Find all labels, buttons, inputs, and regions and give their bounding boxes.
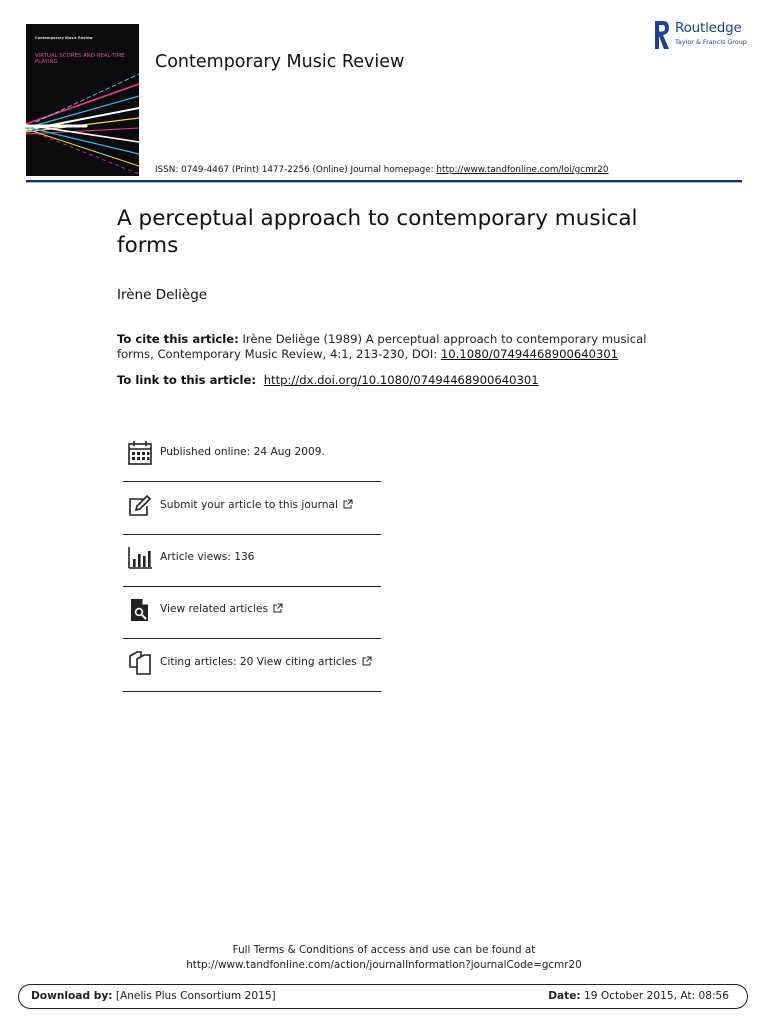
doi-link[interactable]: 10.1080/07494468900640301 xyxy=(440,346,619,361)
issn-text: ISSN: 0749-4467 (Print) 1477-2256 (Online) Journal homepage: xyxy=(155,165,437,175)
citing-articles-label: Citing articles: 20 View citing articles xyxy=(160,656,357,668)
info-row-submit[interactable] xyxy=(123,482,381,535)
link-label: To link to this article: xyxy=(117,373,261,387)
article-link-block xyxy=(117,373,677,387)
info-row-views xyxy=(123,534,381,587)
cover-light-streaks xyxy=(26,24,139,176)
doi-url-link[interactable]: http://dx.doi.org/10.1080/07494468900640301 xyxy=(263,373,539,387)
cite-label: To cite this article: xyxy=(117,332,239,346)
article-title: A perceptual approach to contemporary musical forms xyxy=(117,206,638,258)
issn-line xyxy=(155,165,608,175)
article-author: Irène Deliège xyxy=(117,287,208,303)
external-link-icon xyxy=(273,603,283,613)
info-row-related[interactable] xyxy=(123,586,381,639)
cover-journal-name: Contemporary Music Review xyxy=(35,36,93,40)
submit-article-label: Submit your article to this journal xyxy=(160,499,338,511)
info-row-published xyxy=(123,429,381,482)
terms-notice xyxy=(0,943,768,972)
external-link-icon xyxy=(362,656,372,666)
document-search-icon xyxy=(127,597,153,623)
journal-homepage-link[interactable]: http://www.tandfonline.com/loi/gcmr20 xyxy=(436,165,609,175)
edit-icon xyxy=(127,493,153,519)
citation-block xyxy=(117,332,657,361)
view-related-label: View related articles xyxy=(160,603,269,615)
external-link-icon xyxy=(343,499,353,509)
routledge-r-icon xyxy=(653,20,671,50)
info-row-citing[interactable] xyxy=(123,639,381,692)
download-date-value: 19 October 2015, At: 08:56 xyxy=(580,990,729,1002)
terms-url[interactable]: http://www.tandfonline.com/action/journalInformation?journalCode=gcmr20 xyxy=(186,958,582,971)
cover-issue-headline: VIRTUAL SCORES AND REAL-TIME PLAYING xyxy=(35,53,125,66)
download-date-label: Date: xyxy=(548,990,581,1002)
view-related-articles-link[interactable] xyxy=(160,603,283,615)
download-by xyxy=(31,990,276,1002)
download-by-label: Download by: xyxy=(31,990,113,1002)
download-info-bar xyxy=(18,984,748,1009)
citing-articles-link[interactable] xyxy=(160,656,372,668)
journal-title: Contemporary Music Review xyxy=(155,52,405,72)
article-views-text: Article views: 136 xyxy=(160,551,255,563)
calendar-icon xyxy=(127,440,153,466)
copy-documents-icon xyxy=(127,650,153,676)
bar-chart-icon xyxy=(127,545,153,571)
published-online-text: Published online: 24 Aug 2009. xyxy=(160,446,325,458)
row-divider xyxy=(123,691,381,692)
download-by-value: [Anelis Plus Consortium 2015] xyxy=(112,990,276,1002)
download-date xyxy=(548,990,729,1002)
submit-article-link[interactable] xyxy=(160,499,353,511)
publisher-tagline: Taylor & Francis Group xyxy=(675,38,747,46)
cite-text: Irène Deliège (1989) A perceptual approach to contemporary musical forms, Contemporary Music Review, 4:1, 213-230, DOI: xyxy=(117,332,647,361)
publisher-name: Routledge xyxy=(675,20,742,36)
header-divider-accent xyxy=(26,182,742,183)
journal-cover-image xyxy=(26,24,139,176)
terms-line-1: Full Terms & Conditions of access and use can be found at xyxy=(232,944,536,956)
routledge-logo[interactable] xyxy=(653,20,753,52)
